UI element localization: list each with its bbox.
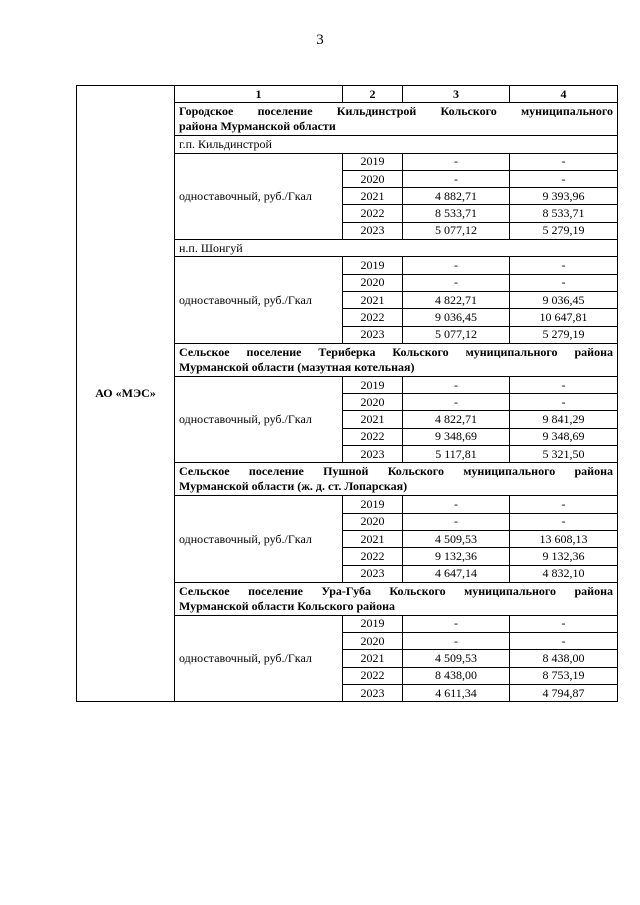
year-cell: 2021 — [343, 650, 403, 667]
value-col3-cell: 4 611,34 — [403, 685, 510, 702]
year-cell: 2023 — [343, 446, 403, 463]
value-col4-cell: 8 438,00 — [510, 650, 618, 667]
section-title — [175, 463, 618, 496]
value-col3-cell: - — [403, 170, 510, 187]
year-cell: 2019 — [343, 615, 403, 632]
section-title-line2: Мурманской области (мазутная котельная) — [179, 359, 415, 374]
value-col3-cell: 5 077,12 — [403, 326, 510, 343]
organization-cell: АО «МЭС» — [77, 86, 175, 702]
header-row — [77, 86, 618, 103]
tariff-table — [76, 85, 618, 702]
year-cell: 2019 — [343, 376, 403, 393]
value-col4-cell: 9 841,29 — [510, 411, 618, 428]
value-col4-cell: - — [510, 394, 618, 411]
value-col4-cell: - — [510, 170, 618, 187]
value-col3-cell: 4 509,53 — [403, 530, 510, 547]
section-title-line2: Мурманской области (ж. д. ст. Лопарская) — [179, 479, 408, 494]
year-cell: 2022 — [343, 667, 403, 684]
year-cell: 2021 — [343, 188, 403, 205]
year-cell: 2019 — [343, 153, 403, 170]
value-col4-cell: - — [510, 615, 618, 632]
value-col4-cell: 8 533,71 — [510, 205, 618, 222]
value-col3-cell: 8 533,71 — [403, 205, 510, 222]
section-title — [175, 582, 618, 615]
value-col4-cell: 13 608,13 — [510, 530, 618, 547]
year-cell: 2020 — [343, 394, 403, 411]
location-label: н.п. Шонгуй — [175, 240, 618, 257]
year-cell: 2023 — [343, 685, 403, 702]
value-col4-cell: - — [510, 496, 618, 513]
tariff-label: одноставочный, руб./Гкал — [175, 153, 343, 239]
value-col4-cell: 9 348,69 — [510, 428, 618, 445]
column-header: 1 — [175, 86, 343, 103]
location-label: г.п. Кильдинстрой — [175, 136, 618, 153]
section-title — [175, 103, 618, 136]
value-col4-cell: 4 794,87 — [510, 685, 618, 702]
value-col4-cell: 5 279,19 — [510, 222, 618, 239]
section-title-line1: Сельское поселение Ура-Губа Кольского муниципального района — [179, 583, 613, 598]
year-cell: 2020 — [343, 274, 403, 291]
year-cell: 2020 — [343, 633, 403, 650]
value-col3-cell: - — [403, 513, 510, 530]
section-title-line1: Сельское поселение Териберка Кольского муниципального района — [179, 344, 613, 359]
year-cell: 2022 — [343, 548, 403, 565]
column-header: 4 — [510, 86, 618, 103]
year-cell: 2020 — [343, 170, 403, 187]
value-col4-cell: - — [510, 513, 618, 530]
value-col3-cell: - — [403, 153, 510, 170]
value-col4-cell: 9 132,36 — [510, 548, 618, 565]
year-cell: 2023 — [343, 222, 403, 239]
value-col4-cell: 5 321,50 — [510, 446, 618, 463]
value-col4-cell: - — [510, 376, 618, 393]
value-col3-cell: 4 647,14 — [403, 565, 510, 582]
value-col4-cell: - — [510, 153, 618, 170]
section-title-line1: Городское поселение Кильдинстрой Кольского муниципального — [179, 104, 613, 119]
value-col3-cell: - — [403, 274, 510, 291]
year-cell: 2021 — [343, 411, 403, 428]
year-cell: 2022 — [343, 205, 403, 222]
year-cell: 2022 — [343, 428, 403, 445]
year-cell: 2019 — [343, 257, 403, 274]
value-col4-cell: - — [510, 257, 618, 274]
value-col4-cell: 9 036,45 — [510, 291, 618, 308]
year-cell: 2020 — [343, 513, 403, 530]
value-col3-cell: 9 036,45 — [403, 309, 510, 326]
column-header: 2 — [343, 86, 403, 103]
value-col3-cell: 4 822,71 — [403, 291, 510, 308]
year-cell: 2019 — [343, 496, 403, 513]
value-col3-cell: - — [403, 376, 510, 393]
tariff-label: одноставочный, руб./Гкал — [175, 257, 343, 343]
year-cell: 2021 — [343, 530, 403, 547]
year-cell: 2022 — [343, 309, 403, 326]
value-col3-cell: 4 822,71 — [403, 411, 510, 428]
year-cell: 2023 — [343, 565, 403, 582]
value-col4-cell: 8 753,19 — [510, 667, 618, 684]
value-col3-cell: 5 077,12 — [403, 222, 510, 239]
value-col3-cell: 4 882,71 — [403, 188, 510, 205]
page-number: 3 — [316, 32, 324, 48]
section-title — [175, 343, 618, 376]
value-col4-cell: 10 647,81 — [510, 309, 618, 326]
value-col3-cell: 9 132,36 — [403, 548, 510, 565]
column-header: 3 — [403, 86, 510, 103]
value-col3-cell: - — [403, 257, 510, 274]
tariff-label: одноставочный, руб./Гкал — [175, 496, 343, 582]
value-col3-cell: - — [403, 394, 510, 411]
section-title-line2: Мурманской области Кольского района — [179, 598, 395, 613]
value-col4-cell: 5 279,19 — [510, 326, 618, 343]
value-col3-cell: 5 117,81 — [403, 446, 510, 463]
tariff-label: одноставочный, руб./Гкал — [175, 615, 343, 701]
year-cell: 2021 — [343, 291, 403, 308]
tariff-label: одноставочный, руб./Гкал — [175, 376, 343, 462]
section-title-line2: района Мурманской области — [179, 119, 336, 134]
value-col3-cell: - — [403, 496, 510, 513]
value-col4-cell: - — [510, 274, 618, 291]
section-title-line1: Сельское поселение Пушной Кольского муниципального района — [179, 464, 613, 479]
value-col3-cell: 8 438,00 — [403, 667, 510, 684]
year-cell: 2023 — [343, 326, 403, 343]
value-col3-cell: 9 348,69 — [403, 428, 510, 445]
value-col3-cell: 4 509,53 — [403, 650, 510, 667]
value-col4-cell: 9 393,96 — [510, 188, 618, 205]
value-col3-cell: - — [403, 633, 510, 650]
value-col3-cell: - — [403, 615, 510, 632]
value-col4-cell: - — [510, 633, 618, 650]
value-col4-cell: 4 832,10 — [510, 565, 618, 582]
